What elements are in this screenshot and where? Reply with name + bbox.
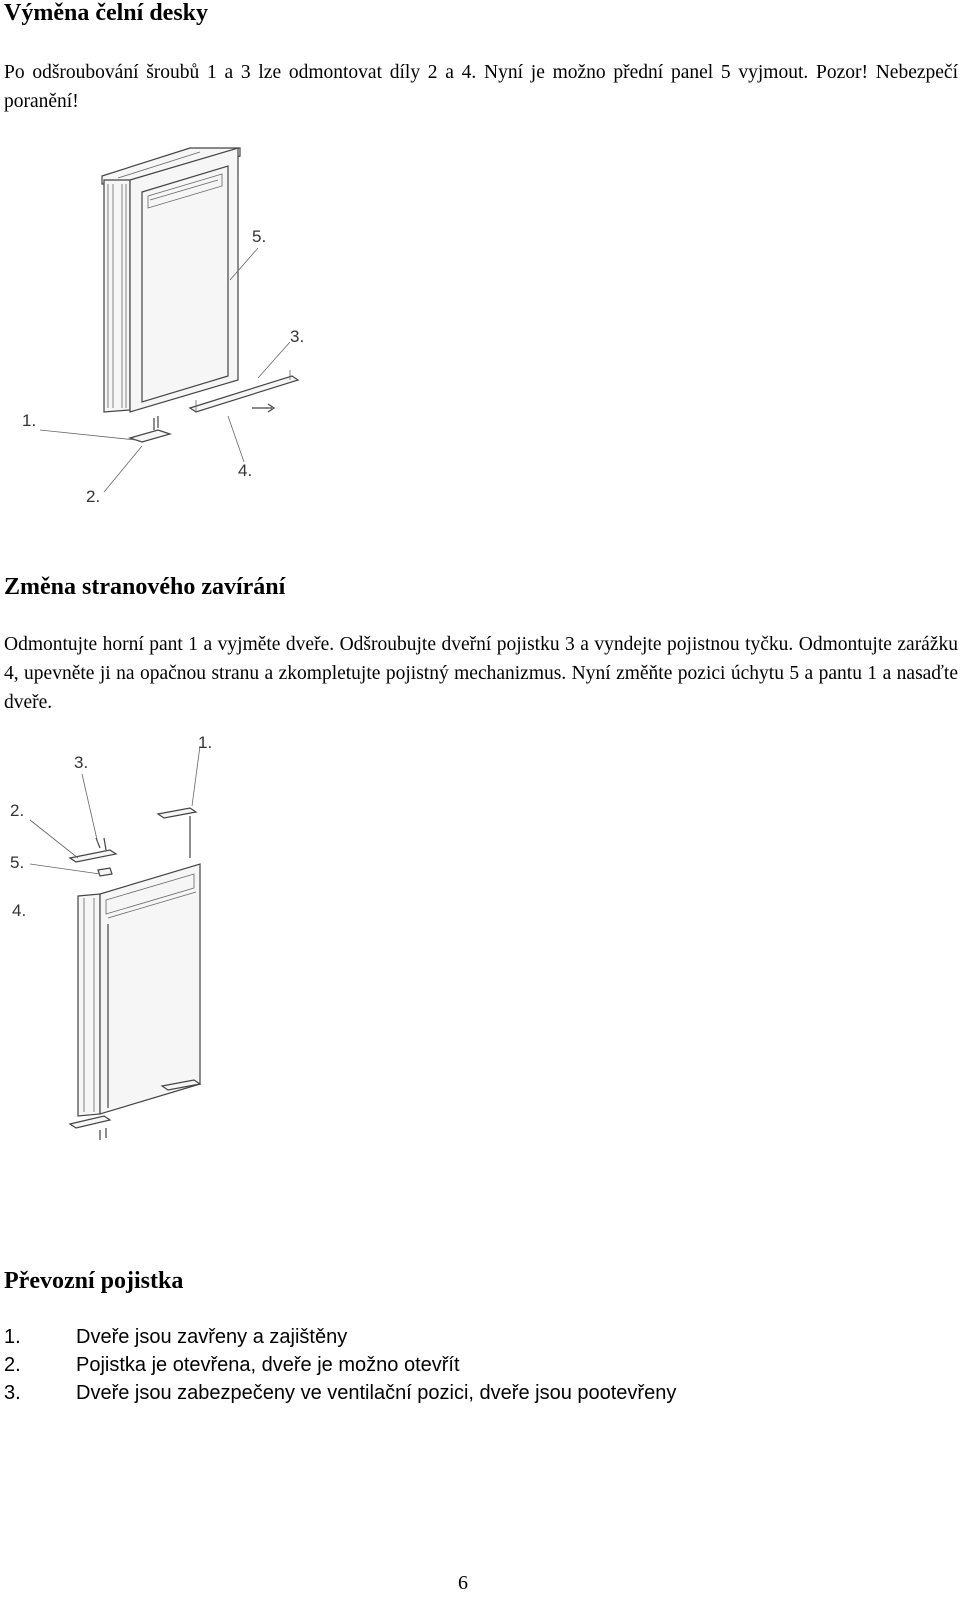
list-item-number: 2. [4,1354,21,1376]
door-front-2 [100,864,200,1114]
front-panel-figure [0,130,420,530]
section1-title: Výměna čelní desky [4,0,208,26]
door-front [130,148,238,412]
fig1-label-3: 3. [290,327,305,346]
door-side-2 [78,894,100,1116]
page-number: 6 [458,1572,468,1594]
fig2-label-3: 3. [74,753,89,772]
fig1-label-5: 5. [252,227,267,246]
list-item-text: Dveře jsou zavřeny a zajištěny [76,1326,348,1348]
section3-title: Převozní pojistka [4,1268,184,1294]
fig1-label-2: 2. [86,487,101,506]
list-item-number: 1. [4,1326,21,1348]
fig1-label-1: 1. [22,411,37,430]
section2-title: Změna stranového zavírání [4,574,286,600]
lock-part [70,850,116,862]
fig2-label-5: 5. [10,853,25,872]
section2-text: Odmontujte horní pant 1 a vyjměte dveře. Odšroubujte dveřní pojistku 3 a vyndejte pojistnou tyčku. Odmontujte zarážku 4, upevněte ji na opačnou stranu a zkompletujte pojistný mechanizmus. Nyní změňte pozici úchytu 5 a pantu 1 a nasaďte dveře. [4,634,958,713]
fig2-label-4: 4. [12,901,27,920]
list-item-text: Dveře jsou zabezpečeny ve ventilační pozici, dveře jsou pootevřeny [76,1382,677,1404]
door-reversal-figure [0,728,260,1148]
fig2-label-1: 1. [198,733,213,752]
hinge-part [130,430,170,442]
list-item-text: Pojistka je otevřena, dveře je možno otevřít [76,1354,460,1376]
transport-lock-list [4,1326,904,1416]
list-item-number: 3. [4,1382,21,1404]
section1-text: Po odšroubování šroubů 1 a 3 lze odmontovat díly 2 a 4. Nyní je možno přední panel 5 vyjmout. Pozor! Nebezpečí poranění! [4,62,958,112]
handle-part [98,868,112,876]
fig2-label-2: 2. [10,801,25,820]
fig1-label-4: 4. [238,461,253,480]
